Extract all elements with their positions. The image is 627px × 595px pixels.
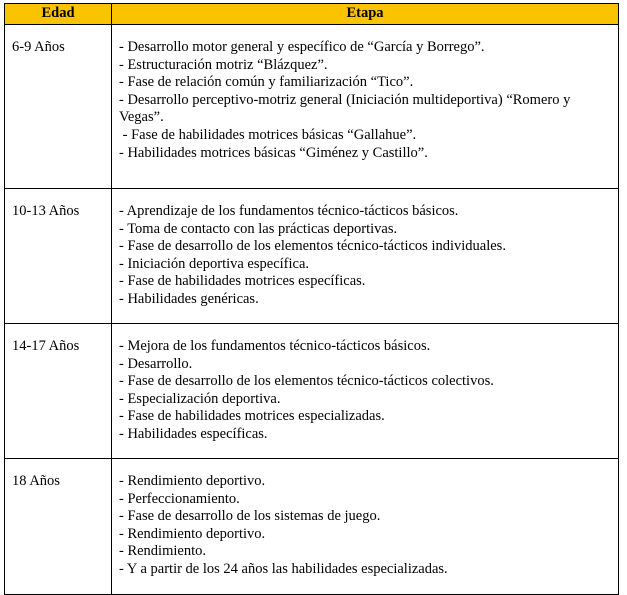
list-item: - Habilidades motrices básicas “Giménez y Castillo”. — [119, 144, 428, 161]
stage-cell — [112, 189, 619, 324]
stage-list — [119, 473, 614, 579]
list-item: - Aprendizaje de los fundamentos técnico-tácticos básicos. — [119, 203, 459, 219]
list-item: - Rendimiento deportivo. — [119, 473, 266, 489]
list-item: - Rendimiento deportivo. — [119, 525, 266, 542]
list-item: - Especialización deportiva. — [119, 390, 281, 407]
list-item: - Fase de desarrollo de los sistemas de juego. — [119, 508, 381, 525]
list-item: - Fase de habilidades motrices especializadas. — [119, 408, 385, 425]
stage-cell — [112, 459, 619, 595]
table-header-row — [5, 4, 619, 25]
stage-list — [119, 338, 614, 444]
list-item: - Perfeccionamiento. — [119, 490, 240, 507]
list-item: - Y a partir de los 24 años las habilidades especializadas. — [119, 560, 448, 577]
list-item: - Fase de desarrollo de los elementos técnico-tácticos individuales. — [119, 238, 506, 255]
list-item: - Desarrollo perceptivo-motriz general (Iniciación multideportiva) “Romero y Vegas”. — [119, 91, 571, 126]
table-row — [5, 459, 619, 595]
list-item: - Estructuración motriz “Blázquez”. — [119, 56, 328, 73]
list-item: - Toma de contacto con las prácticas deportivas. — [119, 220, 398, 237]
table-row — [5, 189, 619, 324]
age-cell: 18 Años — [5, 459, 112, 595]
age-cell: 10-13 Años — [5, 189, 112, 324]
stage-cell — [112, 324, 619, 459]
header-stage: Etapa — [112, 4, 619, 25]
age-stage-table — [4, 3, 619, 595]
list-item: - Iniciación deportiva específica. — [119, 255, 310, 272]
list-item: - Mejora de los fundamentos técnico-tácticos básicos. — [119, 338, 431, 354]
age-cell: 14-17 Años — [5, 324, 112, 459]
stage-list — [119, 39, 614, 162]
list-item: - Rendimiento. — [119, 543, 206, 560]
stage-list — [119, 203, 614, 309]
list-item: - Habilidades genéricas. — [119, 290, 259, 307]
header-age: Edad — [5, 4, 112, 25]
age-cell: 6-9 Años — [5, 25, 112, 189]
list-item: - Fase de desarrollo de los elementos técnico-tácticos colectivos. — [119, 373, 494, 390]
list-item: - Fase de habilidades motrices básicas “Gallahue”. — [119, 126, 417, 143]
list-item: - Desarrollo. — [119, 355, 193, 372]
list-item: - Fase de relación común y familiarización “Tico”. — [119, 74, 414, 91]
table-row — [5, 25, 619, 189]
list-item: - Fase de habilidades motrices específicas. — [119, 273, 366, 290]
stage-cell — [112, 25, 619, 189]
list-item: - Desarrollo motor general y específico de “García y Borrego”. — [119, 39, 485, 55]
list-item: - Habilidades específicas. — [119, 425, 268, 442]
table-row — [5, 324, 619, 459]
